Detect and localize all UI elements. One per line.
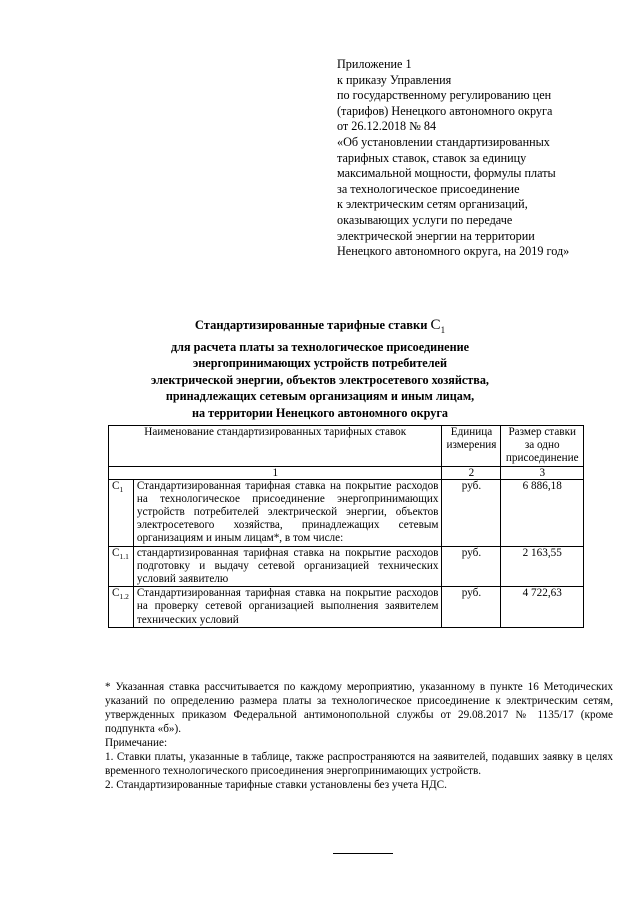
appendix-line: к электрическим сетям организаций, bbox=[337, 197, 528, 212]
footnote: * Указанная ставка рассчитывается по каждому мероприятию, указанному в пункте 16 Методических указаний по определению размера платы за технологическое присоединение к электрическим сетям, утвержденных приказом Федеральной антимонопольной службы от 29.08.2017 № 1135/17 (кроме подпункта «б»). bbox=[105, 681, 613, 735]
rate-description: Стандартизированная тарифная ставка на покрытие расходов на проверку сетевой организацией выполнения заявителем технических условий bbox=[133, 587, 442, 628]
notes-heading: Примечание: bbox=[105, 737, 168, 749]
table-header-row bbox=[109, 426, 584, 467]
appendix-line: за технологическое присоединение bbox=[337, 181, 520, 196]
title-line: энергопринимающих устройств потребителей bbox=[193, 356, 447, 370]
table-row bbox=[109, 479, 584, 546]
rate-code: $C_{1.1}$ bbox=[109, 546, 134, 587]
end-divider bbox=[333, 853, 393, 854]
title-line: для расчета платы за технологическое присоединение bbox=[170, 339, 470, 354]
title-line bbox=[40, 317, 600, 339]
title-line: принадлежащих сетевым организациям и иным лицам, bbox=[165, 389, 475, 403]
appendix-line: оказывающих услуги по передаче bbox=[337, 212, 513, 227]
appendix-line: Ненецкого автономного округа, на 2019 год» bbox=[337, 244, 570, 259]
rate-value: 6 886,18 bbox=[501, 479, 584, 546]
rate-code: $C_1$ bbox=[109, 479, 134, 546]
rate-unit: руб. bbox=[442, 546, 501, 587]
column-number: 3 bbox=[501, 466, 584, 479]
rate-value: 4 722,63 bbox=[501, 587, 584, 628]
title-line: электрической энергии, объектов электросетевого хозяйства, bbox=[151, 372, 489, 387]
appendix-header bbox=[337, 57, 627, 260]
title-symbol: $C_1$ bbox=[430, 317, 446, 335]
rate-value: 2 163,55 bbox=[501, 546, 584, 587]
appendix-line: Приложение 1 bbox=[337, 57, 412, 71]
note-item: 1. Ставки платы, указанные в таблице, также распространяются на заявителей, подавших заявку в целях временного технологического присоединения энергопринимающих устройств. bbox=[105, 751, 613, 777]
rate-description: Стандартизированная тарифная ставка на покрытие расходов на технологическое присоединение энергопринимающих устройств потребителей электрической энергии, объектов электросетевого хозяйства, принадлежащих сетевым организациям и иным лицам*, в том числе: bbox=[133, 479, 442, 546]
header-unit: Единица измерения bbox=[442, 426, 501, 467]
table-column-numbers bbox=[109, 466, 584, 479]
rate-unit: руб. bbox=[442, 587, 501, 628]
appendix-line: по государственному регулированию цен bbox=[337, 88, 552, 103]
appendix-line: электрической энергии на территории bbox=[337, 228, 535, 243]
appendix-line: «Об установлении стандартизированных bbox=[337, 134, 550, 149]
table-row bbox=[109, 546, 584, 587]
appendix-line: от 26.12.2018 № 84 bbox=[337, 119, 437, 134]
title-text: Стандартизированные тарифные ставки bbox=[194, 318, 428, 332]
rate-unit: руб. bbox=[442, 479, 501, 546]
appendix-line: тарифных ставок, ставок за единицу bbox=[337, 150, 527, 165]
document-title bbox=[40, 317, 600, 421]
appendix-line: к приказу Управления bbox=[337, 72, 452, 87]
header-size: Размер ставки за одно присоединение bbox=[501, 426, 584, 467]
title-line: на территории Ненецкого автономного округа bbox=[191, 405, 448, 420]
column-number: 2 bbox=[442, 466, 501, 479]
appendix-line: максимальной мощности, формулы платы bbox=[337, 166, 556, 181]
column-number: 1 bbox=[109, 466, 442, 479]
table-row bbox=[109, 587, 584, 628]
rate-description: стандартизированная тарифная ставка на покрытие расходов подготовку и выдачу сетевой организацией технических условий заявителю bbox=[133, 546, 442, 587]
header-name: Наименование стандартизированных тарифных ставок bbox=[109, 426, 442, 467]
appendix-line: (тарифов) Ненецкого автономного округа bbox=[337, 103, 553, 118]
note-item: 2. Стандартизированные тарифные ставки установлены без учета НДС. bbox=[105, 779, 447, 791]
rates-table bbox=[108, 425, 584, 628]
rate-code: $C_{1.2}$ bbox=[109, 587, 134, 628]
notes-section bbox=[105, 680, 613, 792]
